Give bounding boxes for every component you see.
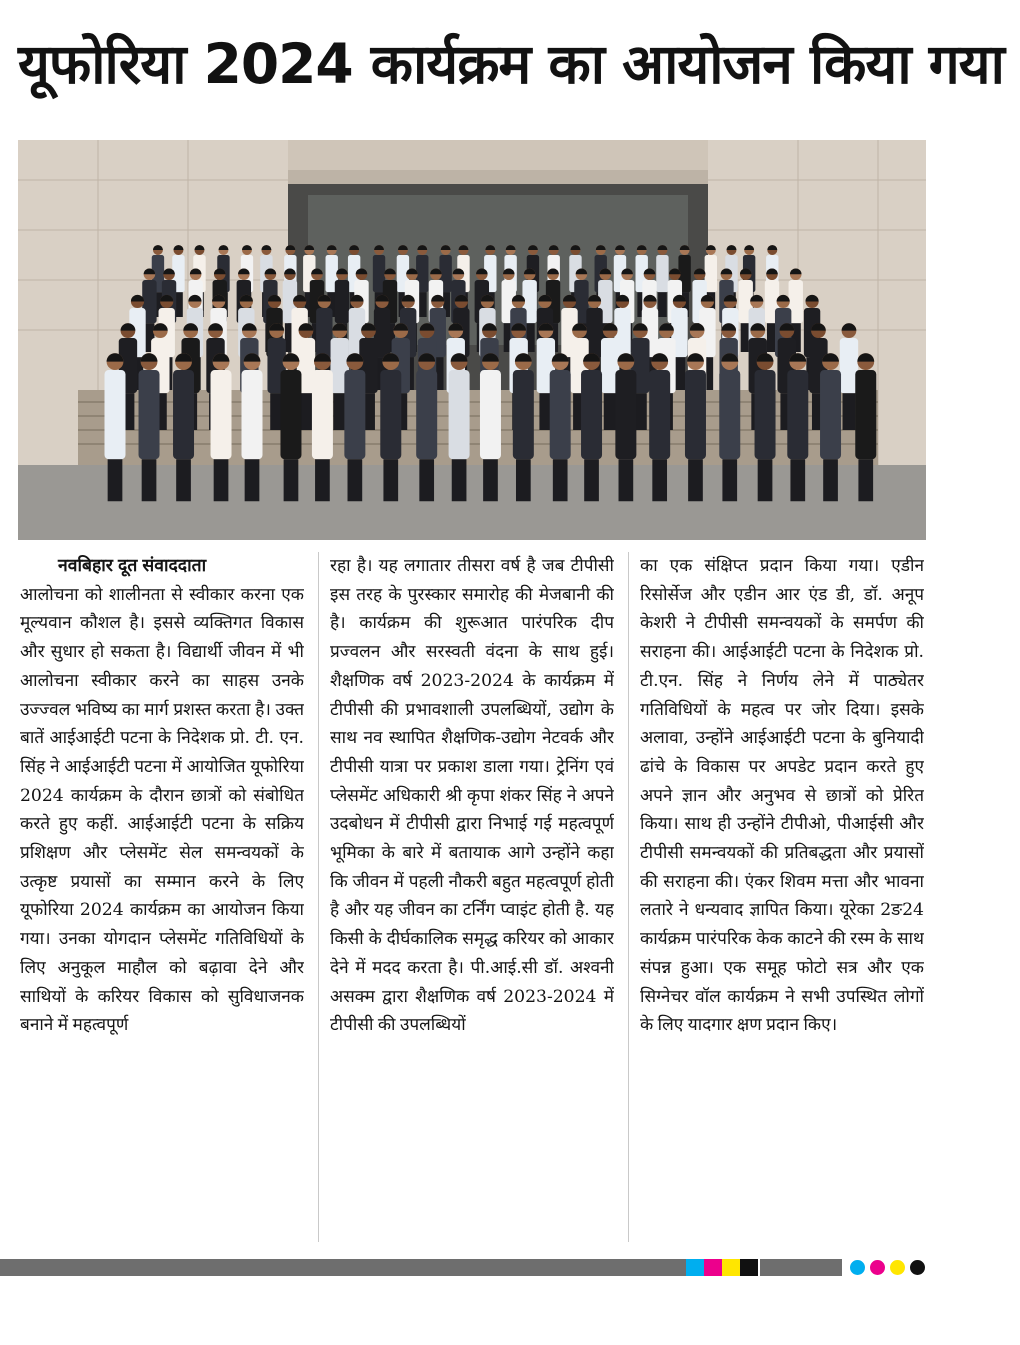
article-headline: यूफोरिया 2024 कार्यक्रम का आयोजन किया गया xyxy=(18,32,1004,96)
person-figure xyxy=(722,459,737,501)
article-column-2 xyxy=(330,552,614,1252)
article-column-1 xyxy=(20,552,304,1252)
person-figure xyxy=(418,292,427,317)
cyan-swatch xyxy=(686,1259,704,1276)
person-figure xyxy=(550,370,571,459)
person-figure xyxy=(315,459,330,501)
person-figure xyxy=(584,459,599,501)
person-figure xyxy=(581,370,602,459)
person-figure xyxy=(858,459,873,501)
person-figure xyxy=(242,370,263,459)
person-figure xyxy=(719,370,740,459)
person-figure xyxy=(652,459,667,501)
column-2-text: रहा है। यह लगातार तीसरा वर्ष है जब टीपीसी इस तरह के पुरस्कार समारोह की मेजबानी की है। कार्यक्रम की शुरूआत पारंपरिक दीप प्रज्वलन और सरस्वती वंदना के साथ हुई। शैक्षणिक वर्ष 2023-2024 के कार्यक्रम में टीपीसी की प्रभावशाली उपलब्धियों, उद्योग के साथ नव स्थापित शैक्षणिक-उद्योग नेटवर्क और टीपीसी यात्रा पर प्रकाश डाला गया। ट्रेनिंग एवं प्लेसमेंट अधिकारी श्री कृपा शंकर सिंह ने अपने उदबोधन में टीपीसी द्वारा निभाई गई महत्वपूर्ण भूमिका के बारे में बतायाक आगे उन्होंने कहा कि जीवन में पहली नौकरी बहुत महत्वपूर्ण होती है और यह जीवन का टर्निंग प्वाइंट होती है. यह किसी के दीर्घकालिक समृद्ध करियर को आकार देने में मदद करता है। पी.आई.सी डॉ. अश्वनी असक्म द्वारा शैक्षणिक वर्ष 2023-2024 में टीपीसी की उपलब्धियों xyxy=(330,556,614,1036)
column-divider xyxy=(628,552,629,1242)
person-figure xyxy=(142,459,157,501)
magenta-dot-icon xyxy=(870,1260,885,1275)
person-figure xyxy=(656,255,668,292)
person-figure xyxy=(316,308,332,357)
person-figure xyxy=(105,370,126,459)
person-figure xyxy=(820,370,841,459)
black-dot-icon xyxy=(910,1260,925,1275)
person-figure xyxy=(513,370,534,459)
article-column-3 xyxy=(640,552,924,1252)
person-figure xyxy=(139,370,160,459)
person-figure xyxy=(658,292,667,317)
byline: नवबिहार दूत संवाददाता xyxy=(58,556,207,576)
yellow-swatch xyxy=(722,1259,740,1276)
magenta-swatch xyxy=(704,1259,722,1276)
person-figure xyxy=(823,459,838,501)
person-figure xyxy=(790,459,805,501)
person-figure xyxy=(516,459,531,501)
person-figure xyxy=(245,459,260,501)
person-figure xyxy=(416,370,437,459)
person-figure xyxy=(586,308,602,357)
group-photo xyxy=(18,140,926,540)
person-figure xyxy=(214,459,229,501)
person-figure xyxy=(553,459,568,501)
person-figure xyxy=(449,370,470,459)
person-figure xyxy=(335,280,349,323)
person-figure xyxy=(758,459,773,501)
person-figure xyxy=(688,459,703,501)
person-figure xyxy=(787,370,808,459)
person-figure xyxy=(173,370,194,459)
yellow-dot-icon xyxy=(890,1260,905,1275)
person-figure xyxy=(211,370,232,459)
person-figure xyxy=(383,459,398,501)
person-figure xyxy=(483,459,498,501)
person-figure xyxy=(176,459,191,501)
person-figure xyxy=(843,393,856,430)
person-figure xyxy=(685,370,706,459)
person-figure xyxy=(755,370,776,459)
person-figure xyxy=(333,393,346,430)
person-figure xyxy=(604,393,617,430)
person-figure xyxy=(380,370,401,459)
person-figure xyxy=(419,459,434,501)
article-body xyxy=(20,552,924,1252)
black-swatch xyxy=(740,1259,758,1276)
cyan-dot-icon xyxy=(850,1260,865,1275)
column-1-text: आलोचना को शालीनता से स्वीकार करना एक मूल्यवान कौशल है। इससे व्यक्तिगत विकास और सुधार हो सकता है। विद्यार्थी जीवन में भी आलोचना स्वीकार करने का साहस उनके उज्ज्वल भविष्य का मार्ग प्रशस्त करता है। उक्त बातें आईआईटी पटना के निदेशक प्रो. टी. एन. सिंह ने आईआईटी पटना में आयोजित यूफोरिया 2024 कार्यक्रम के दौरान छात्रों को संबोधित करते हुए कहीं. आईआईटी पटना के सक्रिय प्रशिक्षण और प्लेसमेंट सेल समन्वयकों के उत्कृष्ट प्रयासों का सम्मान करने के लिए यूफोरिया 2024 कार्यक्रम का आयोजन किया गया। उनका योगदान प्लेसमेंट गतिविधियों के लिए अनुकूल माहौल को बढ़ावा देने और साथियों के करियर विकास को सुविधाजनक बनाने में महत्वपूर्ण xyxy=(20,584,304,1036)
person-figure xyxy=(855,370,876,459)
group-photo-illustration xyxy=(18,140,926,540)
person-figure xyxy=(312,370,333,459)
person-figure xyxy=(619,459,634,501)
column-3-text: का एक संक्षिप्त प्रदान किया गया। एडीन रिसोर्सेज और एडीन आर एंड डी, डॉ. अनूप केशरी ने टीपीसी समन्वयकों के समर्पण की सराहना की। आईआईटी पटना के निदेशक प्रो. टी.एन. सिंह ने निर्णय लेने में पाठ्येतर गतिविधियों के महत्व पर जोर दिया। इसके अलावा, उन्होंने आईआईटी पटना के बुनियादी ढांचे के विकास पर अपडेट प्रदान करते हुए अपने ज्ञान और अनुभव से छात्रों को प्रेरित किया। साथ ही उन्होंने टीपीओ, पीआईसी और टीपीसी समन्वयकों की प्रतिबद्धता और प्रयासों की सराहना की। एंकर शिवम मत्ता और भावना लतारे ने धन्यवाद ज्ञापित किया। यूरेका 2ङ24 कार्यक्रम पारंपरिक केक काटने की रस्म के साथ संपन्न हुआ। एक समूह फोटो सत्र और एक सिग्नेचर वॉल कार्यक्रम ने सभी उपस्थित लोगों के लिए यादगार क्षण प्रदान किए। xyxy=(640,556,924,1036)
footer-bar xyxy=(0,1259,686,1276)
column-divider xyxy=(318,552,319,1242)
person-figure xyxy=(615,370,636,459)
person-figure xyxy=(280,370,301,459)
person-figure xyxy=(480,370,501,459)
person-figure xyxy=(452,459,467,501)
person-figure xyxy=(344,370,365,459)
person-figure xyxy=(649,370,670,459)
footer-bar xyxy=(760,1259,842,1276)
person-figure xyxy=(108,459,123,501)
person-figure xyxy=(348,459,363,501)
person-figure xyxy=(284,459,299,501)
